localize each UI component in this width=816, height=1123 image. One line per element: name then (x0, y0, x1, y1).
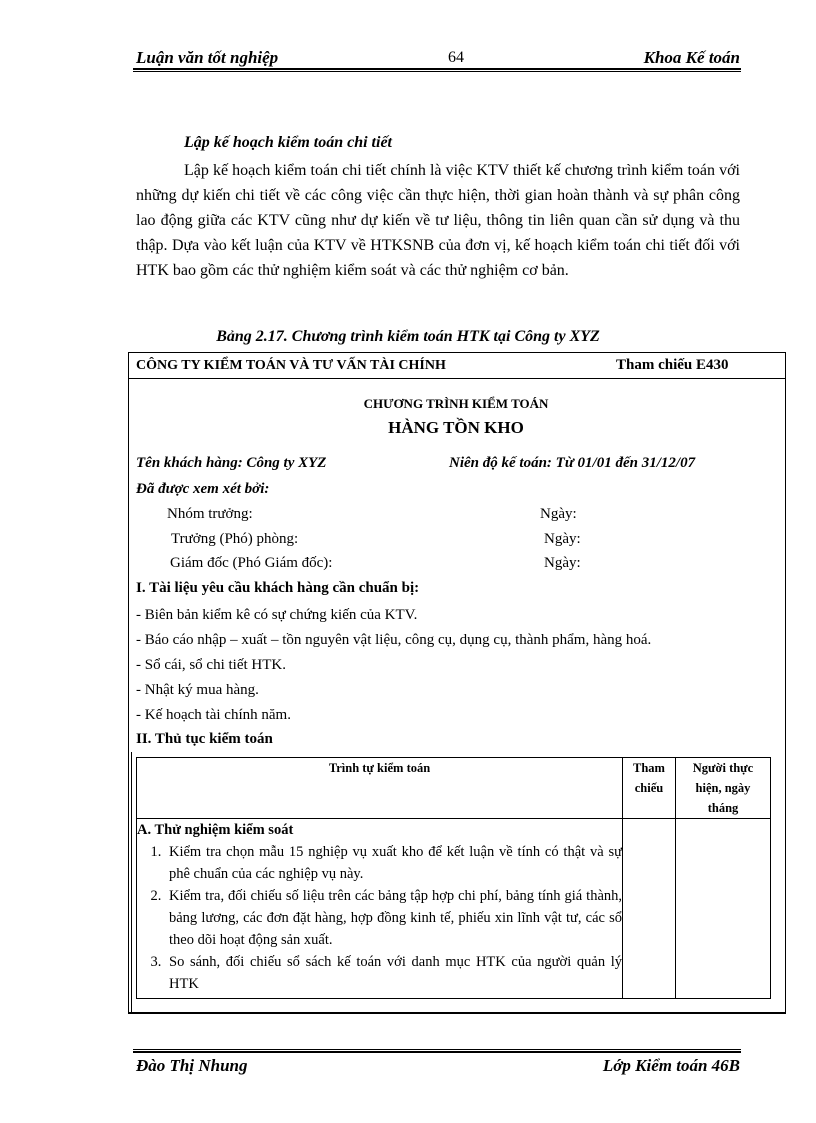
list-item: - Kế hoạch tài chính năm. (136, 707, 291, 723)
col-ref-label: Tham chiếu (633, 761, 665, 795)
col-performer-header (676, 758, 771, 819)
page-number: 64 (448, 49, 464, 66)
client-name: Tên khách hàng: Công ty XYZ (136, 455, 327, 471)
company-name: CÔNG TY KIỂM TOÁN VÀ TƯ VẤN TÀI CHÍNH (136, 358, 446, 373)
table-header-row (137, 758, 771, 819)
header-left: Luận văn tốt nghiệp (136, 48, 279, 67)
table-row (137, 819, 771, 999)
header-rule (133, 68, 741, 72)
list-item: 2. Kiểm tra, đối chiếu số liệu trên các bảng tập hợp chi phí, bảng tính giá thành, bảng lương, các đơn đặt hàng, hợp đồng kinh tế, phiếu xin lĩnh vật tư, các sổ theo dõi hoạt động sản xuất. (165, 885, 622, 951)
reviewer-date: Ngày: (544, 531, 581, 547)
fiscal-period: Niên độ kế toán: Từ 01/01 đến 31/12/07 (449, 455, 696, 471)
footer-rule (133, 1049, 741, 1053)
frame-inner-line (131, 752, 132, 1014)
program-title-large: HÀNG TỒN KHO (388, 418, 524, 437)
list-item: - Biên bản kiểm kê có sự chứng kiến của KTV. (136, 607, 418, 623)
procedure-steps (137, 841, 622, 995)
section2-title: II. Thủ tục kiểm toán (136, 731, 273, 747)
group-title: A. Thử nghiệm kiểm soát (137, 822, 294, 838)
section-title: Lập kế hoạch kiểm toán chi tiết (184, 134, 392, 151)
col-procedure-header (137, 758, 623, 819)
list-item: - Nhật ký mua hàng. (136, 682, 259, 698)
table-caption: Bảng 2.17. Chương trình kiểm toán HTK tại Công ty XYZ (216, 328, 600, 345)
paragraph-text: Lập kế hoạch kiểm toán chi tiết chính là việc KTV thiết kế chương trình kiểm toán với những dự kiến chi tiết về các công việc cần thực hiện, thời gian hoàn thành và sự phân công lao động giữa các KTV cũng như dự kiến về tư liệu, thông tin liên quan cần sử dụng và thu thập. Dựa vào kết luận của KTV về HTKSNB của đơn vị, kế hoạch kiểm toán chi tiết đối với HTK bao gồm các thử nghiệm kiểm soát và các thử nghiệm cơ bản. (136, 162, 740, 279)
reviewer-date: Ngày: (544, 555, 581, 571)
header-right: Khoa Kế toán (643, 48, 740, 67)
reviewer-role: Trưởng (Phó) phòng: (171, 531, 299, 547)
reviewer-date: Ngày: (540, 506, 577, 522)
program-title-small: CHƯƠNG TRÌNH KIỂM TOÁN (363, 396, 549, 411)
footer-right: Lớp Kiểm toán 46B (602, 1056, 740, 1075)
list-item: 1. Kiểm tra chọn mẫu 15 nghiệp vụ xuất kho để kết luận về tính có thật và sự phê chuẩn của các nghiệp vụ này. (165, 841, 622, 885)
list-item: - Báo cáo nhập – xuất – tồn nguyên vật liệu, công cụ, dụng cụ, thành phẩm, hàng hoá. (136, 632, 652, 648)
list-item: 3. So sánh, đối chiếu sổ sách kế toán với danh mục HTK của người quản lý HTK (165, 951, 622, 995)
footer-left: Đào Thị Nhung (136, 1056, 248, 1075)
reviewed-by: Đã được xem xét bởi: (136, 481, 270, 497)
procedure-table (136, 757, 771, 999)
col-performer-label: Người thực hiện, ngày tháng (692, 761, 754, 815)
performer-cell (676, 819, 771, 999)
frame-divider (128, 378, 786, 379)
col-procedure-label: Trình tự kiểm toán (328, 761, 431, 775)
col-ref-header (623, 758, 676, 819)
reference-code: Tham chiếu E430 (616, 357, 729, 373)
section-paragraph (136, 158, 740, 283)
procedure-cell (137, 819, 623, 999)
list-item: - Sổ cái, sổ chi tiết HTK. (136, 657, 286, 673)
reviewer-role: Giám đốc (Phó Giám đốc): (170, 555, 333, 571)
section1-title: I. Tài liệu yêu cầu khách hàng cần chuẩn bị: (136, 580, 420, 596)
ref-cell (623, 819, 676, 999)
reviewer-role: Nhóm trưởng: (167, 506, 253, 522)
